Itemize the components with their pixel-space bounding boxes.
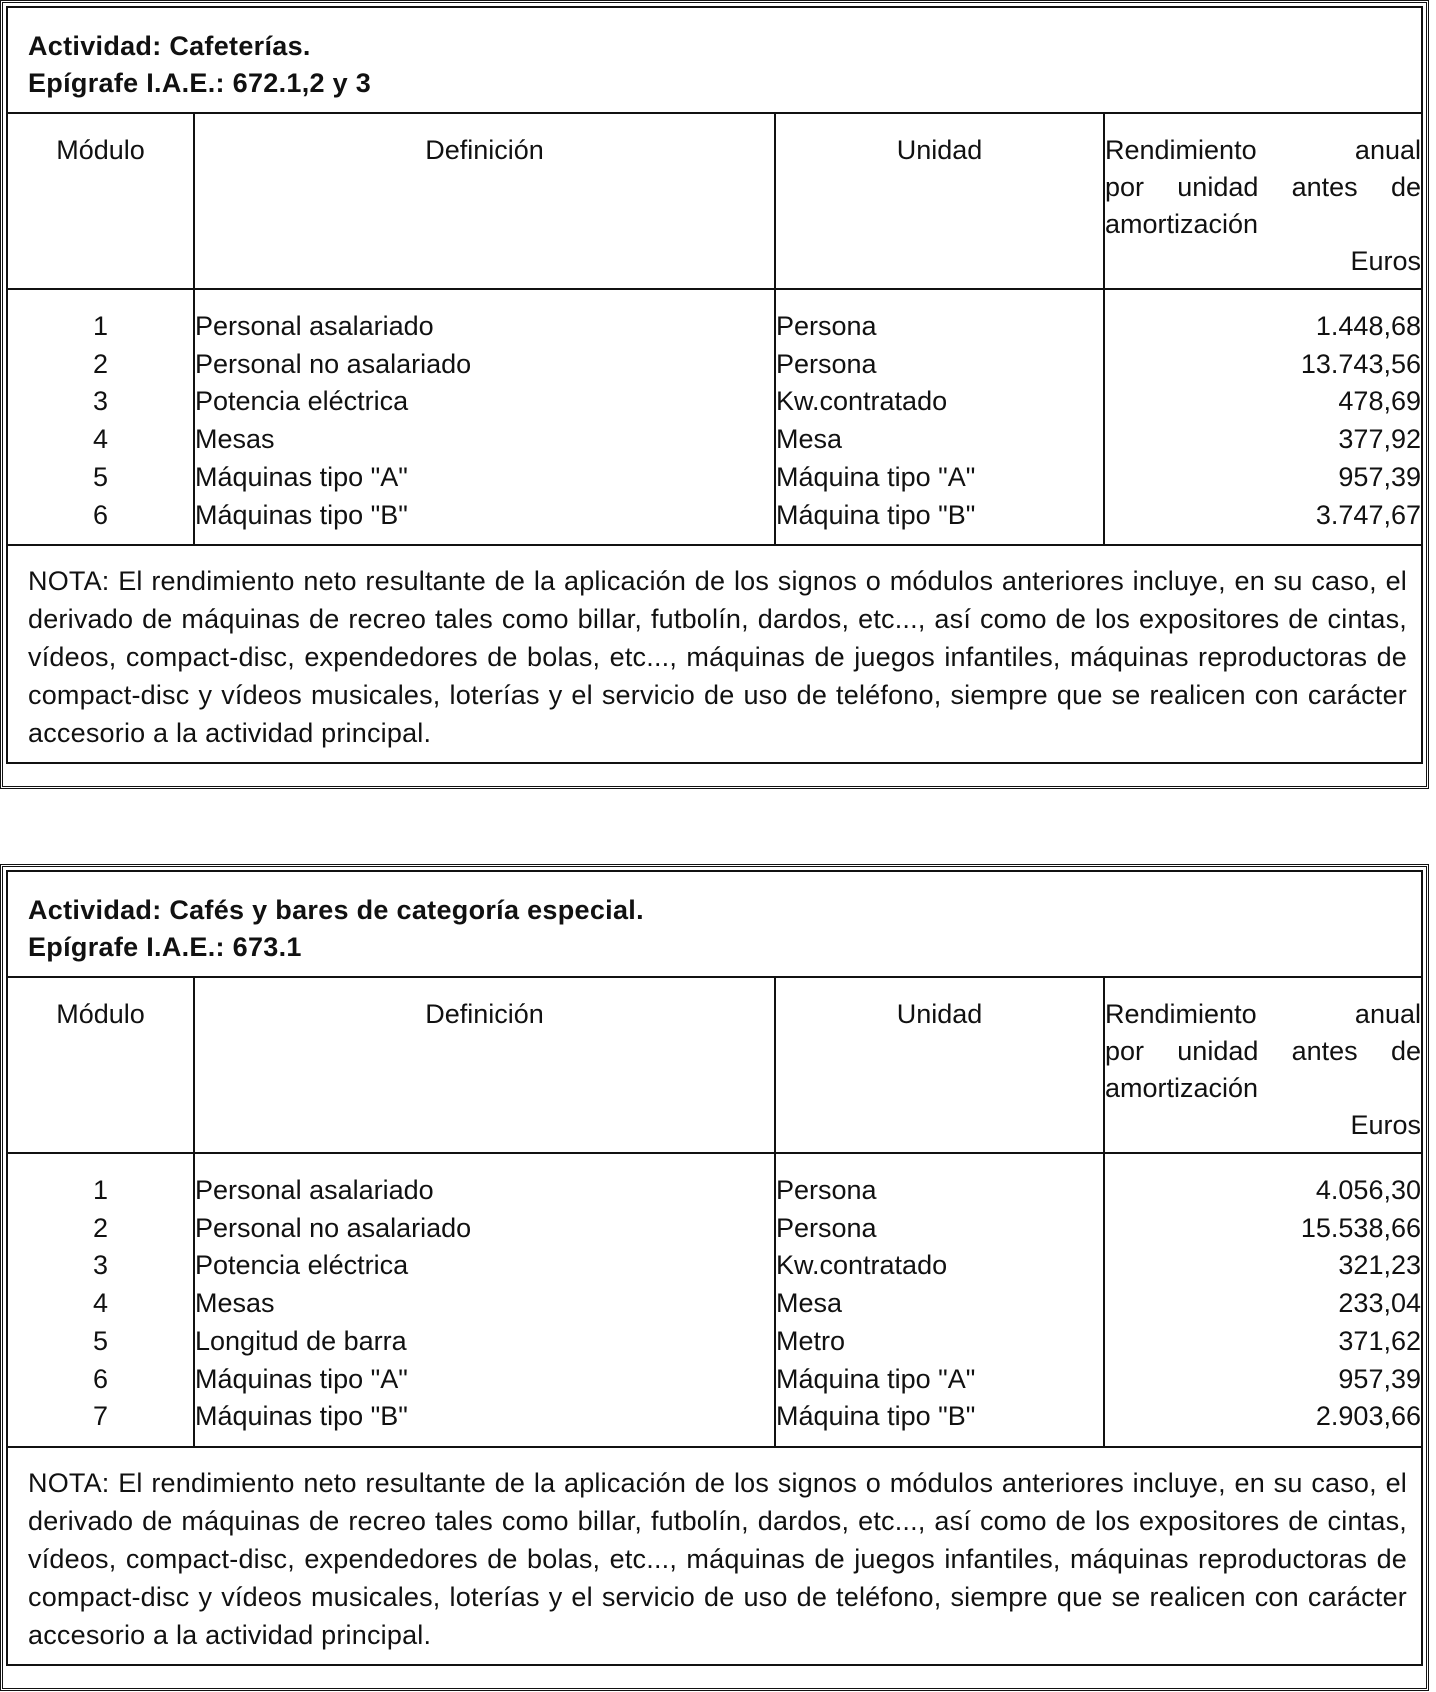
column-definicion (194, 289, 775, 544)
definicion-text: Personal no asalariado (195, 1212, 472, 1243)
header-rendimiento-text (1105, 132, 1421, 243)
header-modulo: Módulo (8, 114, 194, 289)
rendimiento-value: 15.538,66 (1300, 1212, 1421, 1243)
header-rendimiento-unit: Euros (1350, 246, 1421, 276)
rendimiento-value: 957,39 (1338, 1363, 1421, 1394)
definicion-text: Personal asalariado (195, 311, 434, 341)
table-header-row (8, 978, 1421, 1153)
definicion-text: Personal no asalariado (195, 348, 472, 379)
module-box-cafeterias (0, 0, 1429, 789)
unidad-text: Máquina tipo "B" (776, 1401, 976, 1432)
definicion-text: Potencia eléctrica (195, 1250, 409, 1281)
header-modulo: Módulo (8, 978, 194, 1153)
definicion-text: Máquinas tipo "B" (195, 499, 408, 530)
column-modulo (8, 289, 194, 544)
modulo-number: 3 (92, 386, 109, 417)
modulo-number: 6 (92, 1363, 109, 1394)
header-rendimiento-line: por unidad antes de (1105, 1036, 1421, 1066)
header-rendimiento (1104, 978, 1421, 1153)
definicion-text: Máquinas tipo "A" (195, 1363, 408, 1394)
table-body-row (8, 289, 1421, 544)
unidad-text: Kw.contratado (776, 1250, 948, 1281)
rendimiento-value: 371,62 (1338, 1325, 1421, 1356)
header-definicion: Definición (194, 978, 775, 1153)
iae-epigraph: Epígrafe I.A.E.: 672.1,2 y 3 (28, 68, 372, 98)
unidad-text: Máquina tipo "B" (776, 499, 976, 530)
rendimiento-value: 957,39 (1338, 461, 1421, 492)
unidad-text: Persona (776, 348, 877, 379)
unidad-text: Metro (776, 1325, 846, 1356)
rendimiento-value: 3.747,67 (1315, 499, 1421, 530)
activity-heading (8, 872, 1421, 978)
unidad-text: Persona (776, 1175, 877, 1205)
header-rendimiento-line: amortización (1105, 1073, 1259, 1103)
header-rendimiento (1104, 114, 1421, 289)
module-box-cafes-bares (0, 864, 1429, 1691)
rendimiento-value: 233,04 (1338, 1288, 1421, 1319)
column-unidad (775, 1153, 1104, 1446)
nota-paragraph: NOTA: El rendimiento neto resultante de la aplicación de los signos o módulos anteriores incluye, en su caso, el derivado de máquinas de recreo tales como billar, futbolín, dardos, etc..., así como de los expositores de cintas, vídeos, compact-disc, expendedores de bolas, etc..., máquinas de juegos infantiles, máquinas reproductoras de compact-disc y vídeos musicales, loterías y el servicio de uso de teléfono, siempre que se realicen con carácter accesorio a la actividad principal. (8, 1446, 1421, 1664)
rendimiento-value: 1.448,68 (1315, 311, 1421, 341)
modules-table (8, 978, 1421, 1446)
modulo-number: 1 (92, 1175, 109, 1205)
table-header-row (8, 114, 1421, 289)
activity-title: Actividad: Cafés y bares de categoría especial. (28, 895, 644, 925)
unidad-text: Máquina tipo "A" (776, 1363, 976, 1394)
module-box-inner (6, 6, 1423, 764)
unidad-text: Mesa (776, 424, 843, 455)
activity-heading (8, 8, 1421, 114)
definicion-text: Longitud de barra (195, 1325, 407, 1356)
modulo-number: 5 (92, 461, 109, 492)
header-rendimiento-line: Rendimiento anual (1105, 135, 1421, 165)
column-definicion (194, 1153, 775, 1446)
unidad-text: Mesa (776, 1288, 843, 1319)
header-rendimiento-text (1105, 996, 1421, 1107)
rendimiento-value: 4.056,30 (1315, 1175, 1421, 1205)
column-modulo (8, 1153, 194, 1446)
modulo-number: 4 (92, 424, 109, 455)
column-rendimiento (1104, 1153, 1421, 1446)
header-rendimiento-line: Rendimiento anual (1105, 999, 1421, 1029)
definicion-text: Máquinas tipo "B" (195, 1401, 408, 1432)
header-unidad: Unidad (775, 978, 1104, 1153)
definicion-text: Personal asalariado (195, 1175, 434, 1205)
table-body-row (8, 1153, 1421, 1446)
definicion-text: Mesas (195, 424, 275, 455)
header-rendimiento-unit: Euros (1350, 1110, 1421, 1140)
definicion-text: Máquinas tipo "A" (195, 461, 408, 492)
modulo-number: 6 (92, 499, 109, 530)
modulo-number: 5 (92, 1325, 109, 1356)
definicion-text: Potencia eléctrica (195, 386, 409, 417)
rendimiento-value: 13.743,56 (1300, 348, 1421, 379)
modulo-number: 3 (92, 1250, 109, 1281)
column-rendimiento (1104, 289, 1421, 544)
definicion-text: Mesas (195, 1288, 275, 1319)
header-rendimiento-line: por unidad antes de (1105, 172, 1421, 202)
iae-epigraph: Epígrafe I.A.E.: 673.1 (28, 932, 302, 962)
unidad-text: Máquina tipo "A" (776, 461, 976, 492)
header-rendimiento-line: amortización (1105, 209, 1259, 239)
modulo-number: 4 (92, 1288, 109, 1319)
modulo-number: 1 (92, 311, 109, 341)
rendimiento-value: 2.903,66 (1315, 1401, 1421, 1432)
header-definicion: Definición (194, 114, 775, 289)
rendimiento-value: 478,69 (1338, 386, 1421, 417)
module-box-inner (6, 870, 1423, 1666)
unidad-text: Persona (776, 311, 877, 341)
unidad-text: Persona (776, 1212, 877, 1243)
modulo-number: 2 (92, 348, 109, 379)
modulo-number: 7 (92, 1401, 109, 1432)
modulo-number: 2 (92, 1212, 109, 1243)
column-unidad (775, 289, 1104, 544)
modules-table (8, 114, 1421, 544)
rendimiento-value: 377,92 (1338, 424, 1421, 455)
header-unidad: Unidad (775, 114, 1104, 289)
rendimiento-value: 321,23 (1338, 1250, 1421, 1281)
activity-title: Actividad: Cafeterías. (28, 31, 311, 61)
unidad-text: Kw.contratado (776, 386, 948, 417)
nota-paragraph: NOTA: El rendimiento neto resultante de la aplicación de los signos o módulos anteriores incluye, en su caso, el derivado de máquinas de recreo tales como billar, futbolín, dardos, etc..., así como de los expositores de cintas, vídeos, compact-disc, expendedores de bolas, etc..., máquinas de juegos infantiles, máquinas reproductoras de compact-disc y vídeos musicales, loterías y el servicio de uso de teléfono, siempre que se realicen con carácter accesorio a la actividad principal. (8, 544, 1421, 762)
